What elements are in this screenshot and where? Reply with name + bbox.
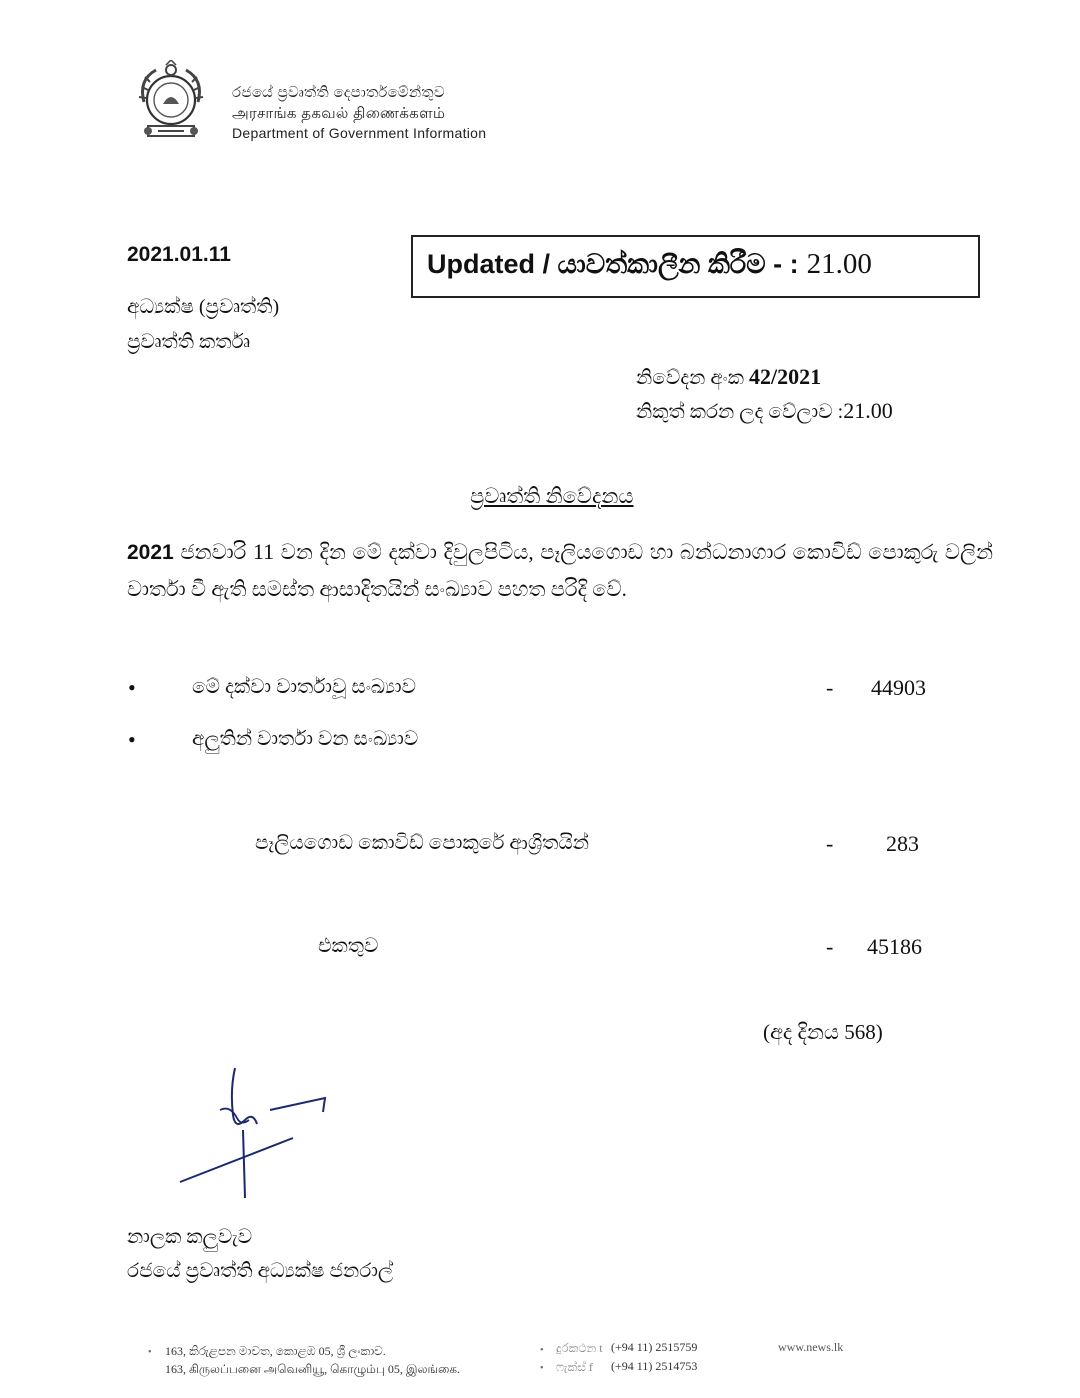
signatory-name: නාලක කලුවැව [127, 1226, 253, 1248]
update-time: 21.00 [806, 248, 872, 280]
footer-address-sinhala: 163, කිරුළපන මාවත, කොළඹ 05, ශ්‍රී ලංකාව. [165, 1344, 386, 1358]
issued-time-line [636, 398, 893, 424]
website-link[interactable]: www.news.lk [778, 1340, 844, 1354]
signature-image [175, 1060, 335, 1200]
dept-name-tamil: அரசாங்க தகவல் திணைக்களம் [232, 105, 446, 122]
total-dash: - [826, 934, 834, 959]
para-month: ජනවාරි [180, 540, 247, 564]
press-release-heading: ප්‍රවෘත්ති නිවේදනය [470, 484, 634, 508]
para-text: වන දින මේ දක්වා දිවුලපිටිය, පෑලියගොඩ හා බන්ධනාගාර කොවිඩ් පොකුරු වලින් වාර්තා වී ඇති සමස්ත ආසාදිතයින් සංඛ්‍යාව පහත පරිදි වේ. [127, 540, 994, 601]
day-count-note: (අද දිනය 568) [763, 1020, 883, 1044]
peliyagoda-dash: - [826, 831, 834, 856]
recipient-director: අධ්‍යක්ෂ (ප්‍රවෘත්ති) [127, 296, 280, 318]
reported-value: 44903 [871, 675, 926, 700]
bullet-point: • [128, 675, 136, 700]
phone-label: දුරකථන t [556, 1341, 603, 1355]
bullet-point: • [128, 727, 136, 752]
footer-address-tamil: 163, கிருலப்பனை அவெனியூ, கொழும்பு 05, இலங்கை. [165, 1362, 461, 1376]
reported-label: මේ දක්වා වාර්තාවූ සංඛ්‍යාව [192, 676, 416, 698]
issued-time: 21.00 [843, 398, 893, 423]
document-date: 2021.01.11 [127, 243, 231, 266]
footer-bullet: • [540, 1363, 544, 1374]
new-cases-label: අලුතින් වාර්තා වන සංඛ්‍යාව [192, 728, 419, 750]
update-box [411, 235, 980, 298]
fax-label: ෆැක්ස් f [556, 1360, 593, 1374]
reported-dash: - [826, 675, 834, 700]
fax-number: (+94 11) 2514753 [611, 1359, 698, 1373]
recipient-editor: ප්‍රවෘත්ති කර්තෘ [127, 331, 251, 353]
signatory-title: රජයේ ප්‍රවෘත්ති අධ්‍යක්ෂ ජනරාල් [127, 1260, 394, 1282]
para-year: 2021 [127, 541, 174, 564]
notice-number: 42/2021 [749, 364, 822, 389]
total-value: 45186 [867, 934, 922, 959]
update-label: Updated / යාවත්කාලීන කිරීම - : [427, 249, 799, 279]
footer-bullet: • [540, 1345, 544, 1356]
intro-paragraph [127, 534, 993, 607]
notice-label: නිවේදන අංක [636, 367, 744, 389]
notice-reference [636, 364, 821, 390]
peliyagoda-value: 283 [886, 831, 919, 856]
dept-name-sinhala: රජයේ ප්‍රවෘත්ති දෙපාර්තමේන්තුව [232, 84, 445, 101]
dept-name-english: Department of Government Information [232, 125, 487, 141]
phone-number: (+94 11) 2515759 [611, 1340, 698, 1354]
total-label: එකතුව [318, 935, 379, 957]
issued-label: නිකුත් කරන ලද වේලාව : [636, 401, 844, 423]
footer-bullet: • [148, 1347, 152, 1358]
para-day: 11 [252, 539, 275, 564]
government-emblem-icon [130, 60, 212, 144]
peliyagoda-label: පෑලියගොඩ කොවිඩ් පොකුරේ ආශ්‍රිතයින් [255, 832, 589, 854]
